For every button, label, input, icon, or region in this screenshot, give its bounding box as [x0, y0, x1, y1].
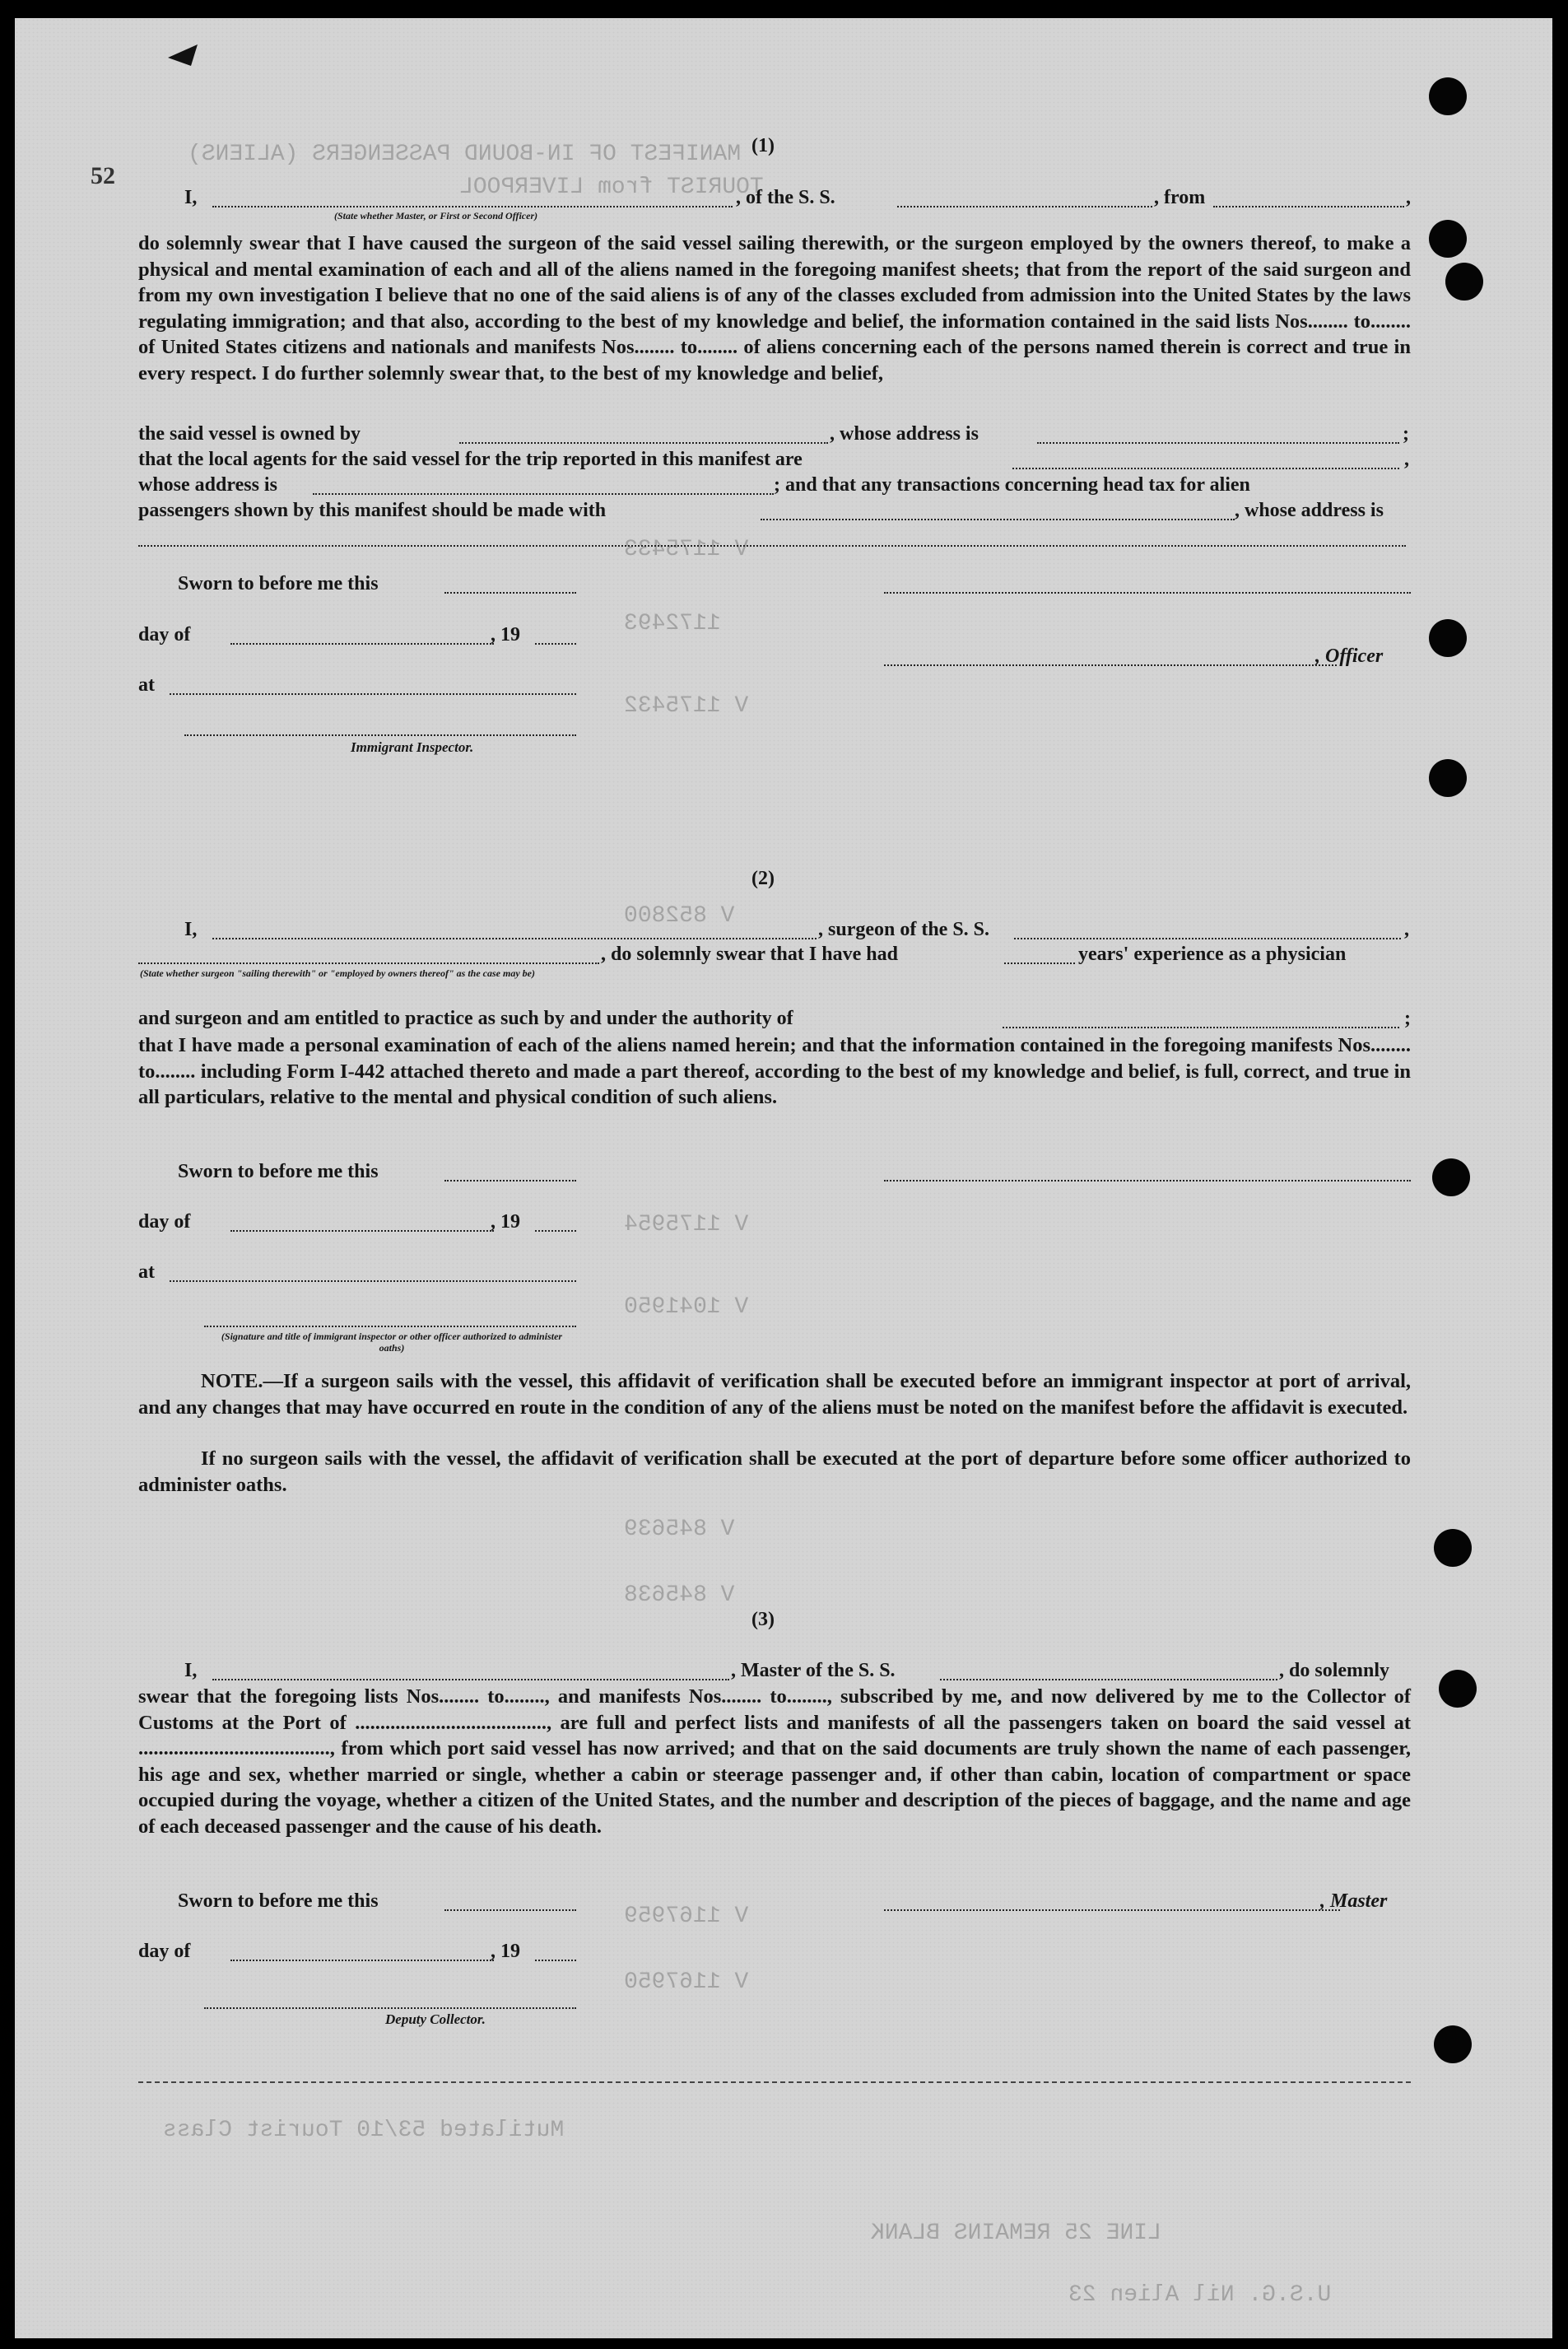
s2-oath-body: that I have made a personal examination of each of the aliens named herein; and that the information contained in the foregoing manifests Nos........ to........ including Form I-442 attached thereto and made a part thereof, according to the best of my knowledge and belief, is full, correct, and true in all particulars, relative to the mental and physical condition of such aliens. [138, 1034, 1411, 1108]
s1-officer-name-blank [212, 206, 733, 207]
punch-hole [1434, 2025, 1472, 2063]
s2-day-blank [230, 1230, 494, 1232]
punch-hole [1429, 619, 1467, 657]
s1-whose-label: whose address is [138, 474, 277, 496]
s3-line1-i: I, [184, 1660, 198, 1681]
margin-number: 52 [91, 162, 115, 189]
s1-day-label: day of [138, 624, 191, 646]
s1-line1-ss: , of the S. S. [736, 187, 835, 208]
s1-inspector-signature-blank [184, 734, 576, 736]
s2-vessel-blank [1014, 938, 1401, 939]
s3-master-label: , Master [1320, 1890, 1388, 1912]
s2-years-blank [1004, 962, 1075, 964]
s1-rank-note: (State whether Master, or First or Second Officer) [334, 210, 538, 221]
punch-hole [1429, 77, 1467, 115]
s1-head-tax-agent-blank [761, 519, 1235, 520]
section-1-number: (1) [751, 135, 775, 156]
s1-vessel-blank [897, 206, 1152, 207]
show-through-header: MANIFEST OF IN-BOUND PASSENGERS (ALIENS) [188, 142, 742, 167]
s3-solemnly: , do solemnly [1279, 1660, 1390, 1681]
s1-at-label: at [138, 674, 155, 696]
s1-owned-label: the said vessel is owned by [138, 423, 361, 445]
s1-agents-end: , [1404, 449, 1409, 470]
s2-sworn-blank [444, 1180, 576, 1181]
s2-note-paragraph-2: If no surgeon sails with the vessel, the affidavit of verification shall be executed at the port of departure before some officer authorized to administer oaths. [138, 1447, 1411, 1496]
s2-authority-label: and surgeon and am entitled to practice as such by and under the authority of [138, 1008, 793, 1029]
s1-officer-signature-blank [884, 664, 1337, 666]
s3-sworn-label: Sworn to before me this [178, 1890, 379, 1912]
s1-sworn-blank [444, 592, 576, 594]
s2-sworn-label: Sworn to before me this [178, 1161, 379, 1182]
s2-at-blank [170, 1280, 576, 1282]
punch-hole [1445, 263, 1483, 301]
s3-day-blank [230, 1960, 494, 1961]
s1-year-label: , 19 [491, 624, 520, 646]
punch-hole [1439, 1670, 1477, 1708]
s1-sworn-label: Sworn to before me this [178, 573, 379, 594]
s2-sailing-note: (State whether surgeon "sailing therewith" or "employed by owners thereof" as the case may be) [140, 967, 535, 979]
s3-oath-body: swear that the foregoing lists Nos........ to........, and manifests Nos........ to........, subscribed by me, and now delivered by me to the Collector of Customs at the Port of ......................................, are full and perfect lists and manifests of all the passengers taken on board the said vessel at ......................................, from which port said vessel has now arrived; and that on the said documents are truly shown the name of each passenger, his age and sex, whether married or single, whether a cabin or steerage passenger and, if other than cabin, location of compartment or space occupied during the voyage, whether a citizen of the United States, and the number and description of the pieces of baggage, and the name and age of each deceased passenger and the cause of his death. [138, 1685, 1411, 1838]
s1-line1-from: , from [1154, 187, 1206, 208]
s1-line1-comma: , [1406, 187, 1411, 208]
s2-note-paragraph: NOTE.—If a surgeon sails with the vessel, this affidavit of verification shall be executed before an immigrant inspector at port of arrival, and any changes that may have occurred en route in the condition of any of the aliens must be noted on the manifest before the affidavit is executed. [138, 1370, 1411, 1419]
s3-collector-label: Deputy Collector. [385, 2011, 486, 2027]
s2-at-label: at [138, 1261, 155, 1283]
s3-master-of: , Master of the S. S. [731, 1660, 896, 1681]
s3-sworn-blank [444, 1909, 576, 1911]
s3-master-signature-blank [884, 1909, 1340, 1911]
show-through-num: V 1175433 [624, 537, 749, 562]
show-through-num: V 1041950 [624, 1294, 749, 1320]
s2-line1-i: I, [184, 919, 198, 940]
bottom-rule [138, 2081, 1411, 2083]
s1-agents-blank [1012, 468, 1399, 469]
s1-oath-body: do solemnly swear that I have caused the surgeon of the said vessel sailing therewith, or the surgeon employed by the owners thereof, to make a physical and mental examination of each and all of the aliens named in the foregoing manifest sheets; that from the report of the said surgeon and from my own investigation I believe that no one of the said aliens is of any of the classes excluded from admission into the United States by the laws regulating immigration; and that also, according to the best of my knowledge and belief, the information contained in the said lists Nos........ to........ of United States citizens and nationals and manifests Nos........ to........ of aliens concerning each of the persons named therein is correct and true in every respect. I do further solemnly swear that, to the best of my knowledge and belief, [138, 232, 1411, 385]
s1-at-blank [170, 693, 576, 695]
s1-passengers-label: passengers shown by this manifest should be made with [138, 500, 607, 521]
s1-owner-blank [459, 442, 828, 444]
s2-surgeon-signature-blank [884, 1180, 1411, 1181]
s2-signature-note: (Signature and title of immigrant inspector or other officer authorized to administer oaths) [221, 1331, 563, 1354]
show-through-num: V 845639 [624, 1517, 735, 1542]
s1-owner-address-label: , whose address is [830, 423, 979, 445]
s1-owner-address-blank [1037, 442, 1399, 444]
s3-collector-signature-blank [204, 2007, 576, 2009]
s1-passengers-address: , whose address is [1235, 500, 1384, 521]
s1-officer-label: , Officer [1315, 646, 1384, 667]
show-through-num: 1172493 [624, 611, 721, 636]
show-through-num: V 1167950 [624, 1969, 749, 1995]
manifest-page [15, 18, 1552, 2338]
section-2-number: (2) [751, 868, 775, 889]
punch-hole [1429, 759, 1467, 797]
s2-authority-blank [1003, 1027, 1399, 1028]
s3-year-blank [535, 1960, 576, 1961]
s1-day-blank [230, 643, 494, 645]
s1-agents-label: that the local agents for the said vessel for the trip reported in this manifest are [138, 449, 803, 470]
show-through-footer: U.S.G. Nil Alien 23 [1068, 2282, 1332, 2308]
s2-authority-end: ; [1404, 1008, 1411, 1029]
punch-hole [1429, 220, 1467, 258]
punch-hole [1432, 1158, 1470, 1196]
show-through-sub: TOURIST from LIVERPOOL [459, 175, 764, 200]
s3-year-label: , 19 [491, 1941, 520, 1962]
s3-vessel-blank [940, 1679, 1277, 1680]
s2-year-label: , 19 [491, 1211, 520, 1233]
s2-surgeon-name-blank [212, 938, 817, 939]
s1-port-blank [1213, 206, 1404, 207]
show-through-num: V 852800 [624, 903, 735, 929]
show-through-footer: Mutilated 53/10 Tourist Class [163, 2118, 565, 2143]
show-through-num: V 1175432 [624, 693, 749, 719]
show-through-num: V 1175954 [624, 1212, 749, 1237]
s1-agents-address-blank [313, 493, 774, 495]
s2-swear: , do solemnly swear that I have had [601, 944, 898, 965]
punch-hole [1434, 1529, 1472, 1567]
show-through-num: V 845638 [624, 1582, 735, 1608]
s1-line1-i: I, [184, 187, 198, 208]
s1-address-continuation [138, 545, 1406, 547]
s2-year-blank [535, 1230, 576, 1232]
s1-year-blank [535, 643, 576, 645]
s3-master-name-blank [212, 1679, 729, 1680]
show-through-num: V 1167959 [624, 1904, 749, 1929]
s1-signature-line-top [884, 592, 1411, 594]
s1-head-tax: ; and that any transactions concerning head tax for alien [774, 474, 1250, 496]
show-through-footer: LINE 25 REMAINS BLANK [871, 2221, 1161, 2246]
s2-officer-signature-blank [204, 1326, 576, 1327]
s2-line1-comma: , [1404, 919, 1409, 940]
s2-surgeon-of: , surgeon of the S. S. [818, 919, 990, 940]
s2-day-label: day of [138, 1211, 191, 1233]
s3-day-label: day of [138, 1941, 191, 1962]
s1-inspector-label: Immigrant Inspector. [351, 739, 474, 755]
section-3-number: (3) [751, 1609, 775, 1630]
s2-sailing-blank [138, 962, 599, 964]
s1-owned-end: ; [1403, 423, 1409, 445]
s2-years-label: years' experience as a physician [1078, 944, 1347, 965]
corner-mark-icon [166, 43, 206, 68]
